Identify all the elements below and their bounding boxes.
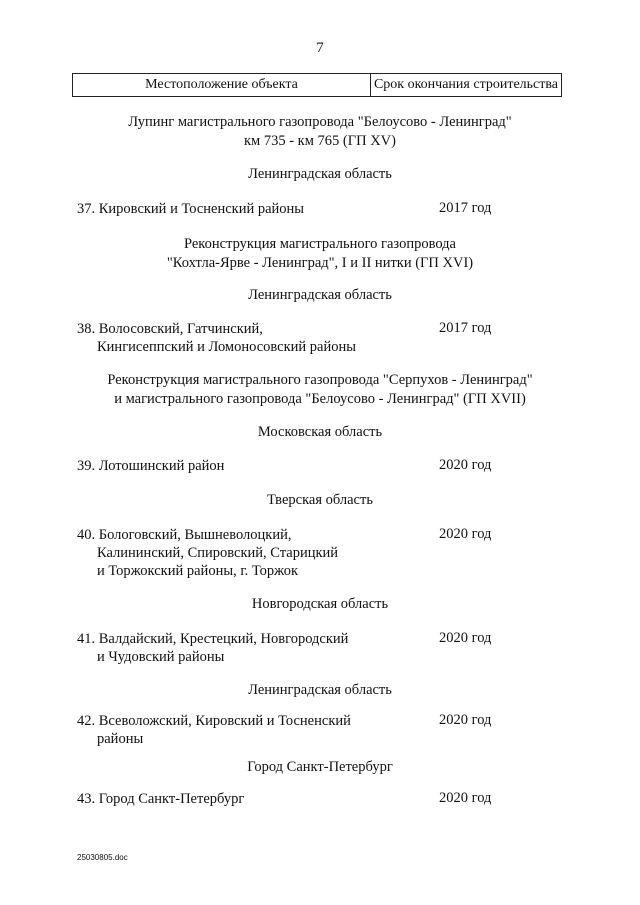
item-year: 2020 год [439,712,492,728]
item-year: 2020 год [439,526,492,542]
section-title-line: Реконструкция магистрального газопровода [184,236,456,252]
region-heading: Тверская область [267,492,373,508]
region-heading: Ленинградская область [248,166,392,182]
item-line: 43. Город Санкт-Петербург [77,791,245,807]
item-line: 41. Валдайский, Крестецкий, Новгородский [77,631,349,647]
page-number: 7 [316,40,324,56]
list-item [77,457,377,475]
region-heading: Московская область [257,424,383,440]
item-year: 2020 год [439,457,492,473]
item-year: 2020 год [439,790,492,806]
section-title-line: Лупинг магистрального газопровода "Белоусово - Ленинград" [128,114,512,130]
header-deadline: Срок окончания строительства [371,74,562,96]
item-line: районы [97,731,144,747]
section-title-gp15 [0,113,640,151]
section-title-gp17 [0,371,640,409]
item-year: 2017 год [439,320,492,336]
region-heading: Ленинградская область [248,287,392,303]
item-line: 38. Волосовский, Гатчинский, [77,321,263,337]
section-title-gp16 [0,235,640,273]
list-item [77,526,377,580]
list-item [77,630,377,666]
list-item [77,712,377,748]
section-title-line: "Кохтла-Ярве - Ленинград", I и II нитки (ГП XVI) [166,255,474,271]
item-line: 40. Бологовский, Вышневолоцкий, [77,527,292,543]
item-line: 39. Лотошинский район [77,458,225,474]
item-line: 42. Всеволожский, Кировский и Тосненский [77,713,351,729]
item-line: и Торжокский районы, г. Торжок [97,563,299,579]
column-header-row [72,73,562,97]
item-year: 2017 год [439,200,492,216]
section-title-line: и магистрального газопровода "Белоусово - Ленинград" (ГП XVII) [114,391,526,407]
item-line: Калининский, Спировский, Старицкий [97,545,339,561]
section-title-line: Реконструкция магистрального газопровода "Серпухов - Ленинград" [107,372,533,388]
section-title-line: км 735 - км 765 (ГП XV) [244,133,396,149]
item-line: 37. Кировский и Тосненский районы [77,201,305,217]
item-line: и Чудовский районы [97,649,225,665]
list-item [77,790,377,808]
item-year: 2020 год [439,630,492,646]
region-heading: Город Санкт-Петербург [247,759,393,775]
document-filename: 25030805.doc [77,853,128,862]
header-location: Местоположение объекта [72,74,371,96]
region-heading: Новгородская область [251,596,389,612]
region-heading: Ленинградская область [248,682,392,698]
item-line: Кингисеппский и Ломоносовский районы [97,339,356,355]
list-item [77,320,377,356]
list-item [77,200,377,218]
